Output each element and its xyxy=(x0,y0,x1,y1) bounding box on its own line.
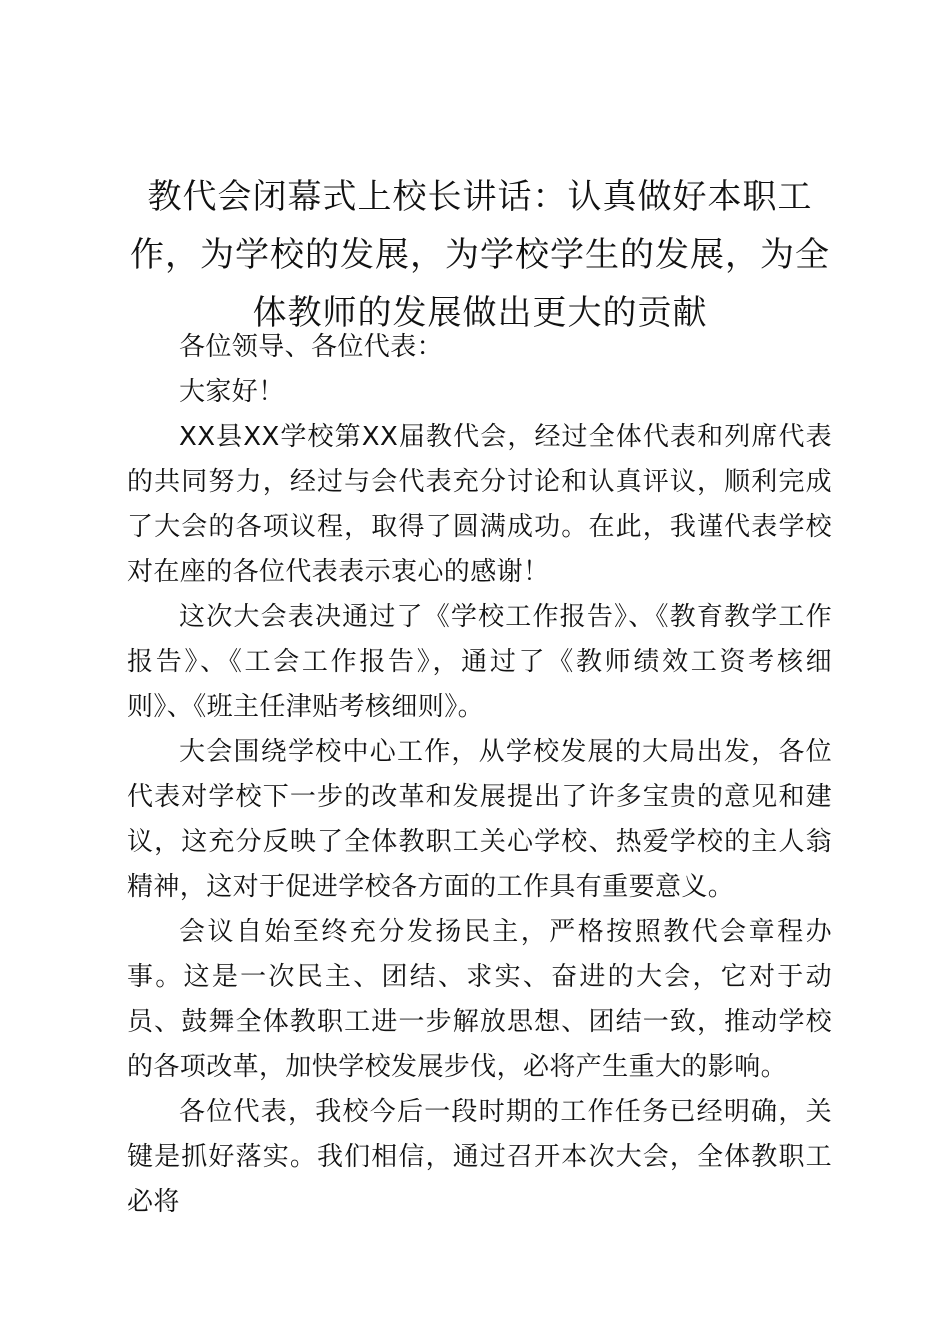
paragraph: 会议自始至终充分发扬民主，严格按照教代会章程办事。这是一次民主、团结、求实、奋进的大会，它对于动员、鼓舞全体教职工进一步解放思想、团结一致，推动学校的各项改革，加快学校发展步伐，必将产生重大的影响。 xyxy=(127,917,832,1082)
salutation: 各位领导、各位代表： xyxy=(179,332,444,362)
paragraph: XX县XX学校第XX届教代会，经过全体代表和列席代表的共同努力，经过与会代表充分讨论和认真评议，顺利完成了大会的各项议程，取得了圆满成功。在此，我谨代表学校对在座的各位代表表示衷心的感谢！ xyxy=(127,422,832,587)
document-title: 教代会闭幕式上校长讲话：认真做好本职工作，为学校的发展，为学校学生的发展，为全体教师的发展做出更大的贡献 xyxy=(130,177,830,333)
document-body xyxy=(127,325,832,1225)
paragraph: 各位代表，我校今后一段时期的工作任务已经明确，关键是抓好落实。我们相信，通过召开本次大会，全体教职工必将 xyxy=(127,1097,832,1217)
paragraph: 大会围绕学校中心工作，从学校发展的大局出发，各位代表对学校下一步的改革和发展提出了许多宝贵的意见和建议，这充分反映了全体教职工关心学校、热爱学校的主人翁精神，这对于促进学校各方面的工作具有重要意义。 xyxy=(127,737,832,902)
paragraph: 这次大会表决通过了《学校工作报告》、《教育教学工作报告》、《工会工作报告》，通过了《教师绩效工资考核细则》、《班主任津贴考核细则》。 xyxy=(127,602,832,722)
greeting: 大家好！ xyxy=(179,377,285,407)
